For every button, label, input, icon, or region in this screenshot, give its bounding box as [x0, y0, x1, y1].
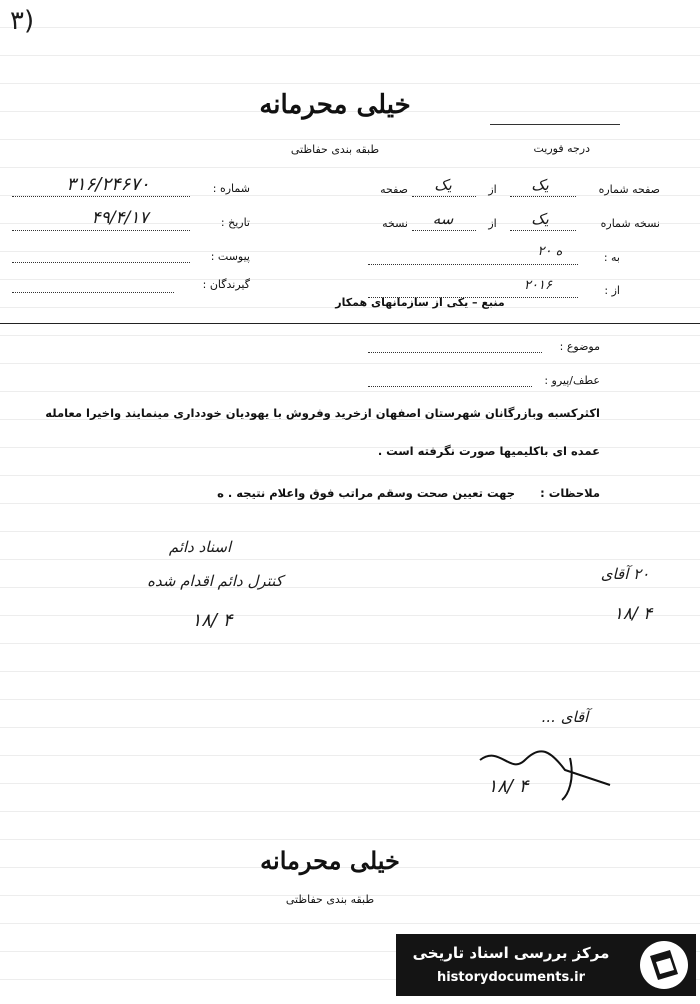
copy-total-value: سه — [432, 210, 454, 228]
from-value: ۲۰۱۶ — [524, 278, 552, 293]
classification-label-bottom: طبقه بندی حفاظتی — [285, 893, 375, 906]
priority-label: درجه فوریت — [533, 142, 590, 155]
subject-label: موضوع : — [559, 340, 600, 353]
archive-logo — [636, 938, 692, 992]
signature-mark — [470, 740, 620, 810]
to-dots — [368, 264, 578, 265]
number-value: ۳۱۶/۲۴۶۷۰ — [66, 174, 150, 195]
page-total-dots — [412, 196, 476, 197]
archive-banner — [396, 934, 696, 996]
copy-number-dots — [510, 230, 576, 231]
recipients-label: گیرندگان : — [202, 278, 250, 291]
body-line-2: عمده ای باکلیمیها صورت نگرفته است . — [377, 444, 600, 458]
attachment-label: پیوست : — [210, 250, 250, 263]
corner-mark: ۳) — [10, 6, 35, 36]
copy-number-value: یک — [531, 210, 549, 228]
priority-box — [490, 124, 620, 125]
header-divider — [0, 323, 700, 324]
archive-title: مرکز بررسی اسناد تاریخی — [412, 944, 610, 962]
body-line-1: اکثرکسبه وبازرگانان شهرستان اصفهان ازخرید وفروش با یهودیان خودداری مینمایند واخیرا معامله — [45, 406, 600, 420]
from-label: از : — [604, 284, 620, 297]
date-value: ۴۹/۴/۱۷ — [91, 208, 149, 228]
to-value: ۲۰ ه — [537, 244, 563, 259]
page-of-label: از — [488, 183, 497, 196]
attachment-dots — [12, 262, 190, 263]
handwritten-right-note: ۲۰ آقای — [600, 565, 650, 583]
classification-label-top: طبقه بندی حفاظتی — [290, 143, 380, 156]
handwritten-date-left: ۱۸/ ۴ — [191, 610, 233, 631]
page-total-value: یک — [434, 176, 452, 194]
page-number-value: یک — [531, 176, 549, 194]
copy-suffix: نسخه — [382, 217, 408, 230]
date-dots — [12, 230, 190, 231]
classification-stamp-bottom: خیلی محرمانه — [260, 846, 400, 875]
signature-date: ۱۸/ ۴ — [487, 776, 529, 797]
number-dots — [12, 196, 190, 197]
classification-stamp-top: خیلی محرمانه — [259, 90, 411, 120]
remarks-label: ملاحظات : — [540, 486, 600, 500]
handwritten-note-1: اسناد دائم — [168, 538, 232, 556]
copy-of-label: از — [488, 217, 497, 230]
handwritten-date-right: ۱۸/ ۴ — [613, 604, 653, 624]
reference-dots — [368, 386, 532, 387]
copy-total-dots — [412, 230, 476, 231]
number-label: شماره : — [212, 182, 250, 195]
page-suffix: صفحه — [380, 183, 408, 196]
date-label: تاریخ : — [220, 216, 250, 229]
recipients-dots — [12, 292, 174, 293]
signature-note: آقای ... — [541, 708, 589, 726]
remarks-text: جهت تعیین صحت وسقم مراتب فوق واعلام نتیجه . ه — [217, 486, 515, 500]
to-label: به : — [603, 251, 620, 264]
page-number-dots — [510, 196, 576, 197]
source-text: منبع – یکی از سازمانهای همکار — [335, 296, 505, 309]
handwritten-note-2: کنترل دائم اقدام شده — [147, 572, 283, 590]
page-number-label: صفحه شماره — [598, 183, 660, 196]
archive-url: historydocuments.ir — [436, 970, 586, 985]
copy-number-label: نسخه شماره — [600, 217, 660, 230]
subject-dots — [368, 352, 542, 353]
reference-label: عطف/پیرو : — [544, 374, 600, 387]
